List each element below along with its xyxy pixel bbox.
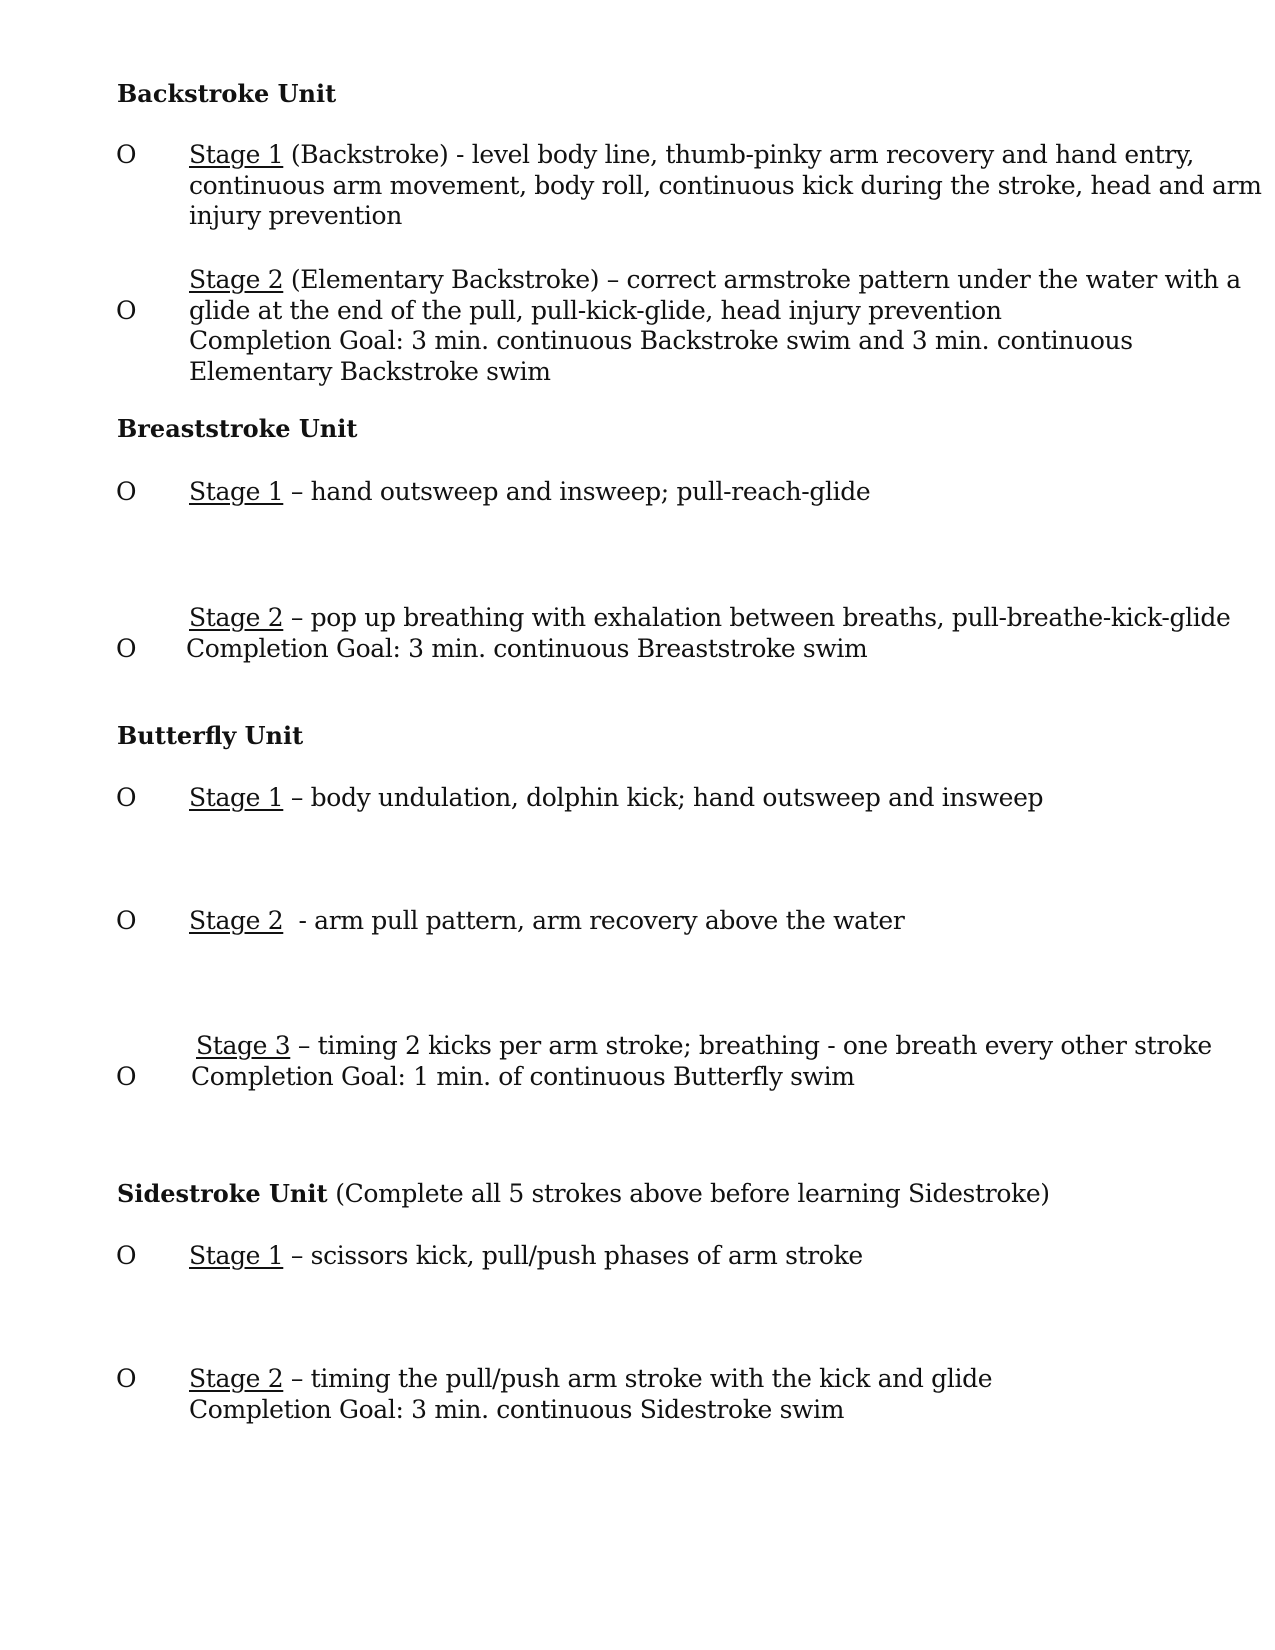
backstroke-stage2	[189, 265, 1241, 387]
text-line	[196, 1031, 1212, 1062]
stage-text: - arm pull pattern, arm recovery above the water	[283, 906, 905, 935]
checkbox-bullet: O	[116, 783, 137, 812]
checkbox-bullet: O	[116, 477, 137, 506]
breaststroke-stage2	[186, 603, 1231, 664]
stage-label: Stage 1	[189, 1241, 284, 1270]
heading-note: (Complete all 5 strokes above before learning Sidestroke)	[327, 1179, 1050, 1208]
butterfly-unit-heading: Butterfly Unit	[117, 721, 304, 750]
breaststroke-stage1	[189, 477, 870, 508]
stage-label: Stage 1	[189, 140, 284, 169]
backstroke-stage1	[189, 140, 1262, 232]
checkbox-bullet: O	[116, 296, 137, 325]
heading-text: Sidestroke Unit	[117, 1179, 328, 1208]
text-line: glide at the end of the pull, pull-kick-glide, head injury prevention	[189, 295, 1002, 325]
text-line	[189, 906, 904, 937]
stage-text: – timing 2 kicks per arm stroke; breathing - one breath every other stroke	[290, 1031, 1212, 1060]
butterfly-stage2	[189, 906, 904, 937]
stage-text: – body undulation, dolphin kick; hand outsweep and insweep	[283, 783, 1044, 812]
stage-label: Stage 3	[196, 1031, 291, 1060]
checkbox-bullet: O	[116, 1062, 137, 1091]
text-line	[189, 140, 1262, 171]
breaststroke-unit-heading: Breaststroke Unit	[117, 414, 358, 443]
text-line: Completion Goal: 3 min. continuous Backstroke swim and 3 min. continuous	[189, 326, 1133, 355]
checkbox-bullet: O	[116, 140, 137, 169]
stage-text: (Elementary Backstroke) – correct armstroke pattern under the water with a	[283, 265, 1241, 294]
text-line: continuous arm movement, body roll, continuous kick during the stroke, head and arm	[189, 170, 1262, 200]
butterfly-stage3	[191, 1031, 1212, 1092]
sidestroke-stage2	[189, 1364, 992, 1425]
text-line	[189, 603, 1231, 634]
stage-text: – timing the pull/push arm stroke with the kick and glide	[283, 1364, 993, 1393]
stage-label: Stage 2	[189, 265, 284, 294]
text-line	[189, 477, 870, 508]
butterfly-stage1	[189, 783, 1043, 814]
text-line: Completion Goal: 3 min. continuous Sidestroke swim	[189, 1394, 845, 1424]
checkbox-bullet: O	[116, 1364, 137, 1393]
backstroke-unit-heading: Backstroke Unit	[117, 79, 337, 108]
text-line	[189, 1241, 863, 1272]
checkbox-bullet: O	[116, 906, 137, 935]
text-line	[189, 1364, 992, 1395]
stage-text: – hand outsweep and insweep; pull-reach-glide	[283, 477, 871, 506]
stage-label: Stage 1	[189, 477, 284, 506]
checkbox-bullet: O	[116, 634, 137, 663]
text-line	[189, 265, 1241, 296]
checkbox-bullet: O	[116, 1241, 137, 1270]
stage-text: (Backstroke) - level body line, thumb-pinky arm recovery and hand entry,	[283, 140, 1194, 169]
stage-text: – scissors kick, pull/push phases of arm stroke	[283, 1241, 863, 1270]
text-line	[189, 783, 1043, 814]
text-line: Completion Goal: 3 min. continuous Breaststroke swim	[186, 633, 868, 663]
sidestroke-stage1	[189, 1241, 863, 1272]
text-line: Completion Goal: 1 min. of continuous Butterfly swim	[191, 1061, 855, 1091]
sidestroke-unit-heading	[117, 1179, 1050, 1209]
text-line: injury prevention	[189, 201, 402, 230]
stage-label: Stage 1	[189, 783, 284, 812]
stage-label: Stage 2	[189, 1364, 284, 1393]
text-line: Elementary Backstroke swim	[189, 356, 551, 386]
stage-text: – pop up breathing with exhalation between breaths, pull-breathe-kick-glide	[283, 603, 1231, 632]
stage-label: Stage 2	[189, 603, 284, 632]
stage-label: Stage 2	[189, 906, 284, 935]
